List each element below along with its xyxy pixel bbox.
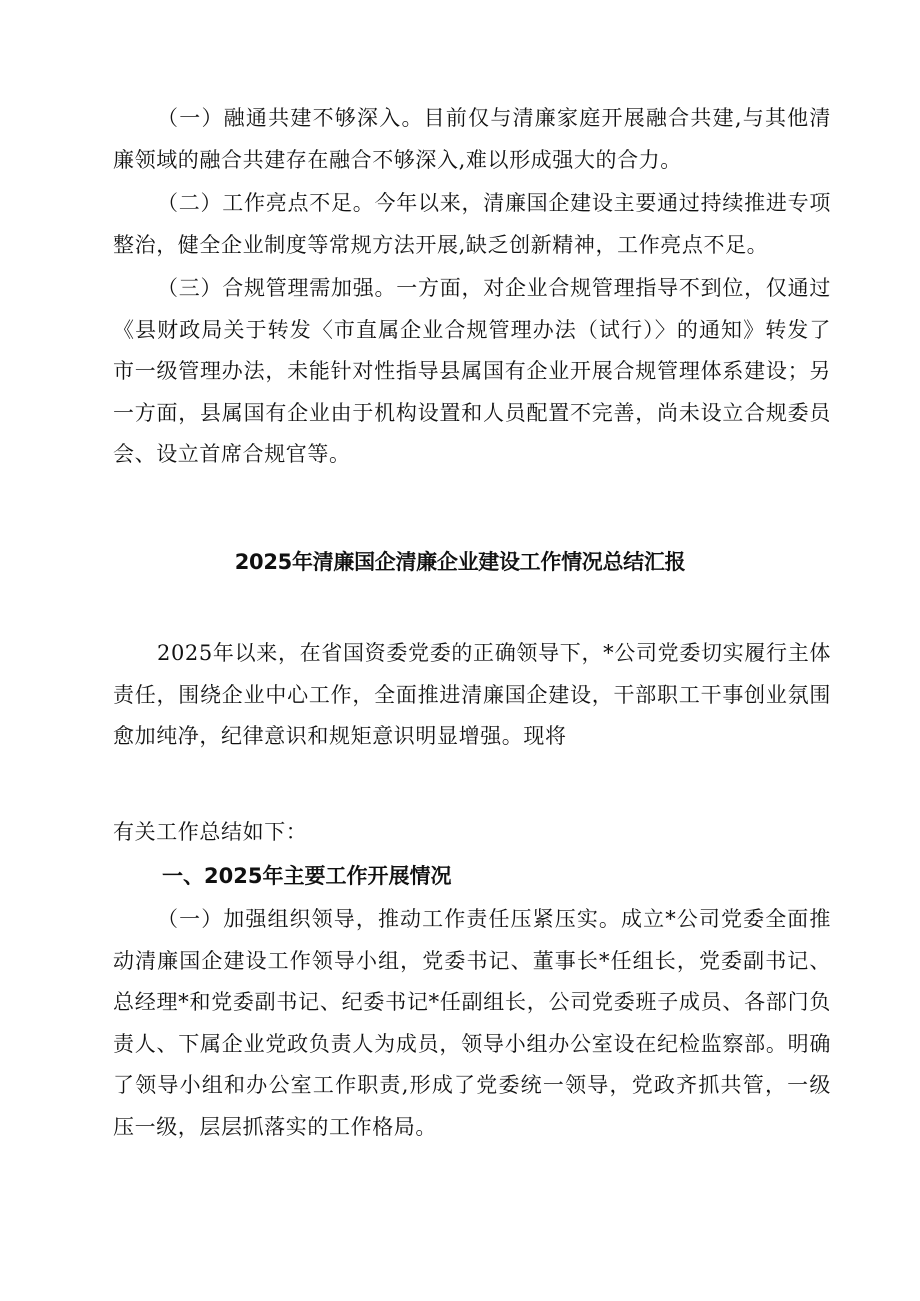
section1-paragraph-1: （一）加强组织领导，推动工作责任压紧压实。成立*公司党委全面推动清廉国企建设工作领导小组，党委书记、董事长*任组长，党委副书记、总经理*和党委副书记、纪委书记*任副组长，公司党委班子成员、各部门负责人、下属企业党政负责人为成员，领导小组办公室设在纪检监察部。明确了领导小组和办公室工作职责,形成了党委统一领导，党政齐抓共管，一级压一级，层层抓落实的工作格局。 bbox=[113, 907, 831, 1139]
issue-paragraph-2: （二）工作亮点不足。今年以来，清廉国企建设主要通过持续推进专项整治，健全企业制度等常规方法开展,缺乏创新精神，工作亮点不足。 bbox=[113, 191, 831, 257]
section-heading: 一、2025年主要工作开展情况 bbox=[162, 864, 452, 888]
report-title: 2025年清廉国企清廉企业建设工作情况总结汇报 bbox=[234, 550, 686, 574]
issue-paragraph-1: （一）融通共建不够深入。目前仅与清廉家庭开展融合共建,与其他清廉领域的融合共建存在融合不够深入,难以形成强大的合力。 bbox=[113, 106, 831, 172]
intro-continuation: 有关工作总结如下： bbox=[113, 820, 308, 844]
intro-paragraph: 2025年以来，在省国资委党委的正确领导下，*公司党委切实履行主体责任，围绕企业中心工作，全面推进清廉国企建设，干部职工干事创业氛围愈加纯净，纪律意识和规矩意识明显增强。现将 bbox=[113, 641, 831, 748]
issue-paragraph-3: （三）合规管理需加强。一方面，对企业合规管理指导不到位，仅通过《县财政局关于转发〈市直属企业合规管理办法（试行）〉的通知》转发了市一级管理办法，未能针对性指导县属国有企业开展合规管理体系建设；另一方面，县属国有企业由于机构设置和人员配置不完善，尚未设立合规委员会、设立首席合规官等。 bbox=[113, 276, 831, 466]
